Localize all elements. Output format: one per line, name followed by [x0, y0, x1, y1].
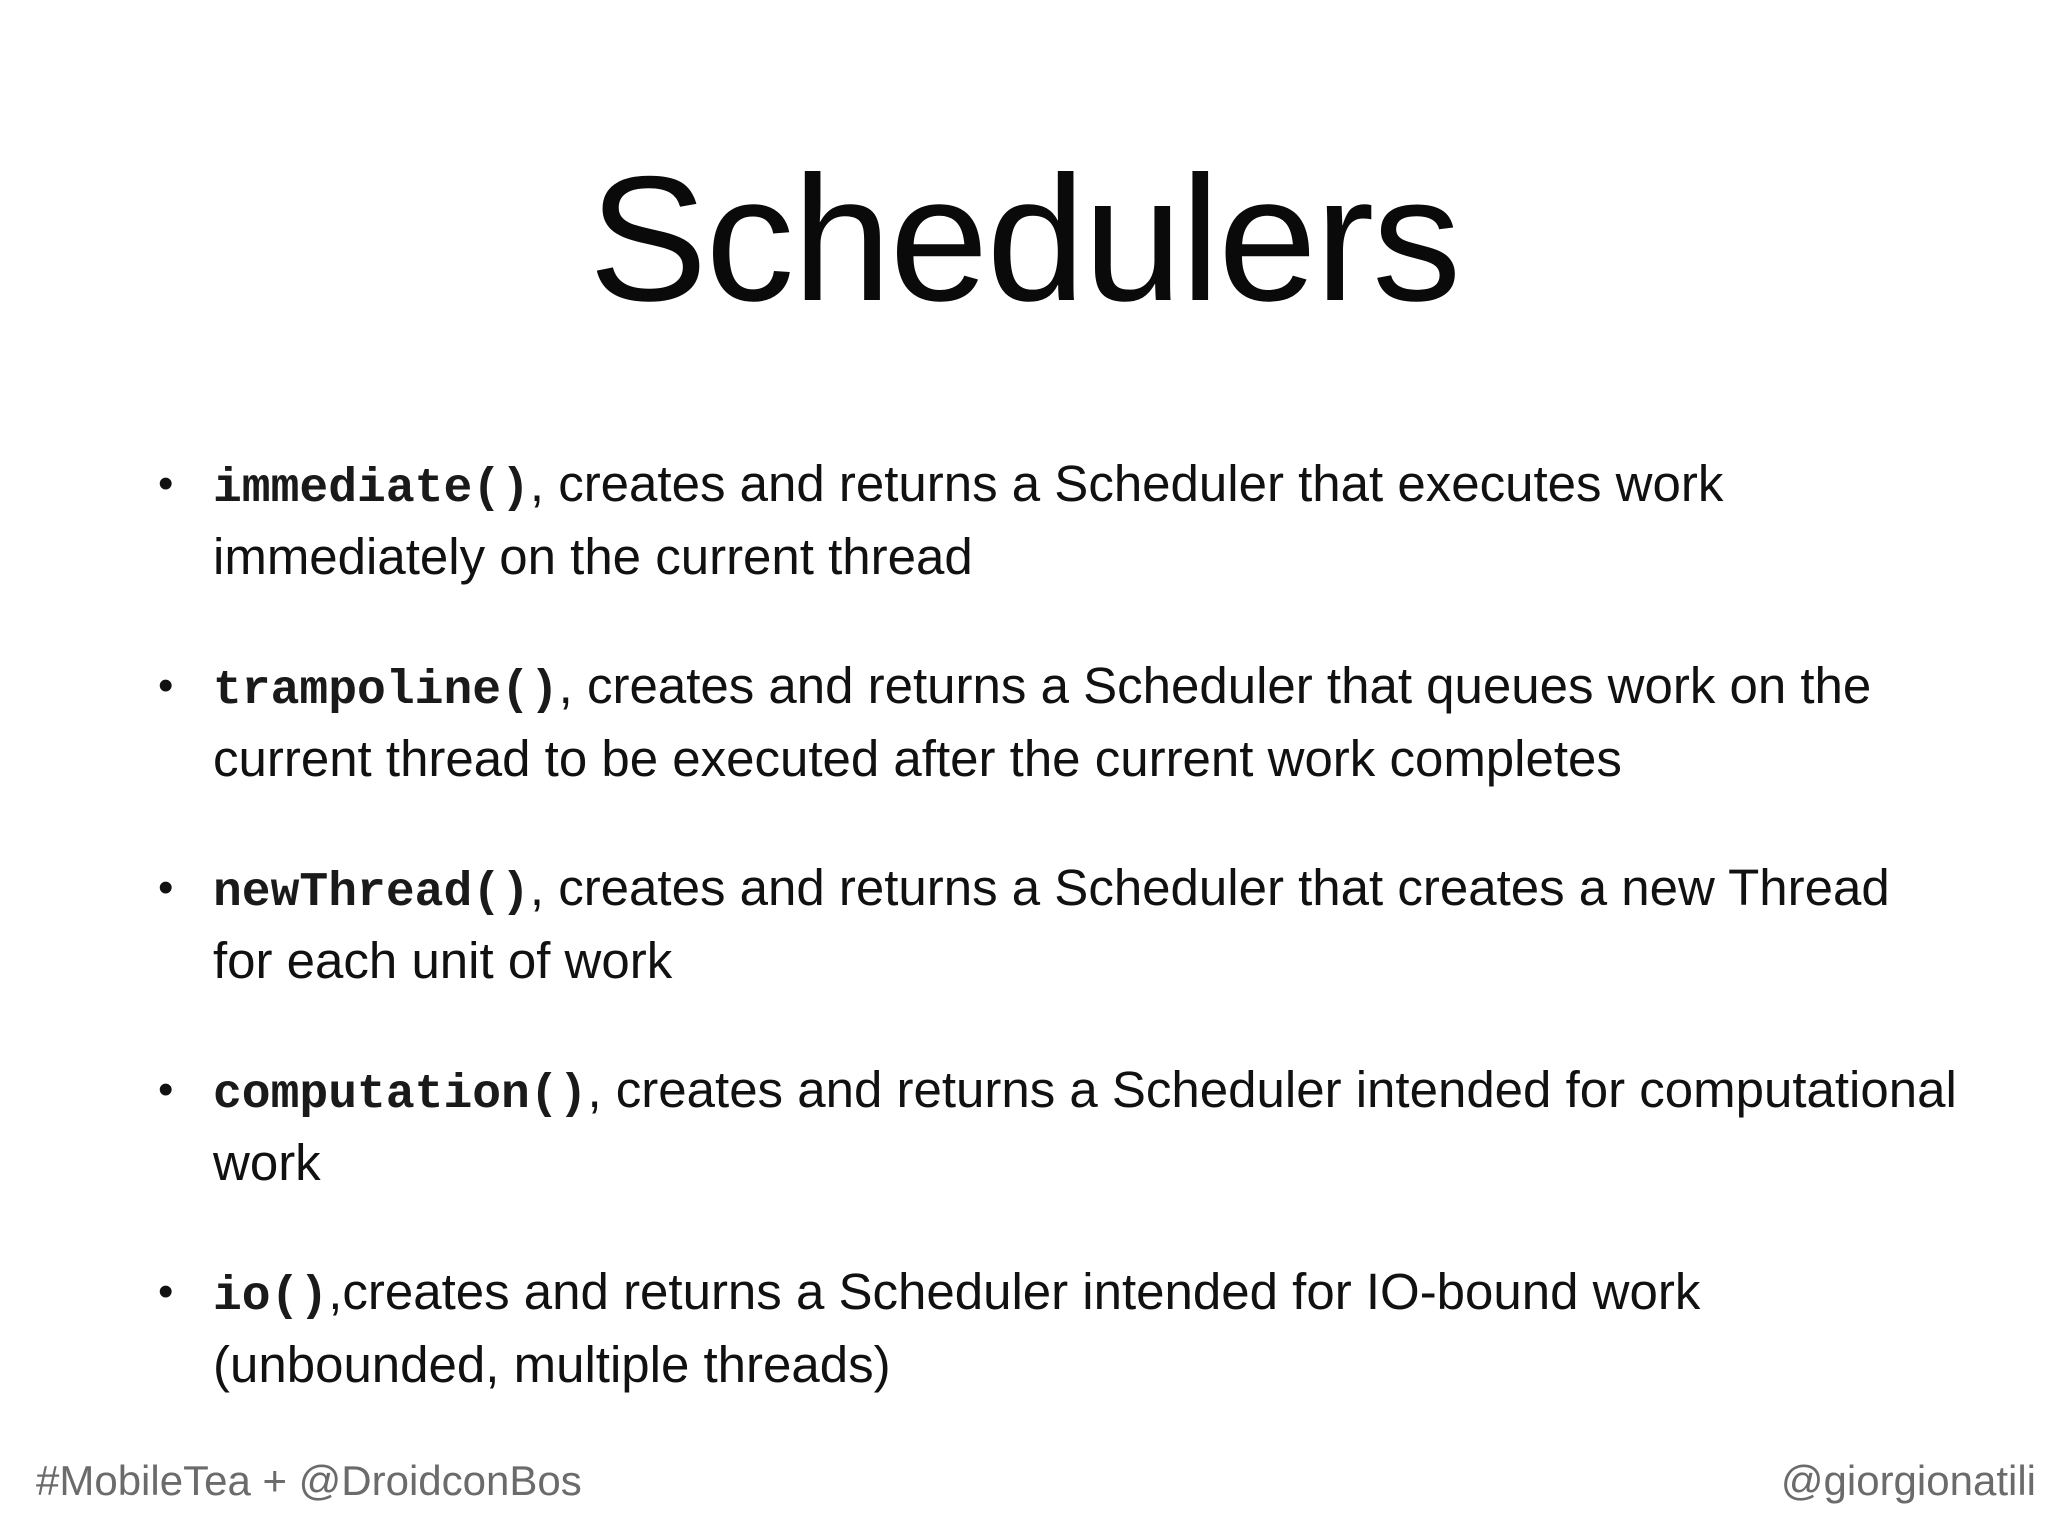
method-description: , creates and returns a Scheduler that queues work on the current thread to be executed after the current work completes: [213, 657, 1872, 787]
bullet-list: [158, 450, 1958, 1460]
method-name: immediate(): [213, 462, 530, 516]
bullet-item: [158, 1056, 1958, 1197]
footer-handle: @giorgionatili: [1780, 1457, 2036, 1504]
bullet-icon: •: [158, 661, 174, 710]
bullet-item: [158, 1258, 1958, 1399]
method-name: trampoline(): [213, 664, 559, 718]
bullet-icon: •: [158, 863, 174, 912]
bullet-icon: •: [158, 459, 174, 508]
method-description: , creates and returns a Scheduler intended for computational work: [213, 1061, 1957, 1191]
bullet-icon: •: [158, 1065, 174, 1114]
method-name: newThread(): [213, 866, 530, 920]
method-description: , creates and returns a Scheduler that executes work immediately on the current thread: [213, 455, 1724, 585]
method-name: computation(): [213, 1068, 588, 1122]
bullet-icon: •: [158, 1267, 174, 1316]
method-description: ,creates and returns a Scheduler intended for IO-bound work (unbounded, multiple threads): [213, 1263, 1701, 1393]
footer-hashtags: #MobileTea + @DroidconBos: [36, 1457, 582, 1504]
bullet-item: [158, 854, 1958, 995]
method-description: , creates and returns a Scheduler that creates a new Thread for each unit of work: [213, 859, 1890, 989]
method-name: io(): [213, 1270, 329, 1324]
bullet-item: [158, 450, 1958, 591]
bullet-item: [158, 652, 1958, 793]
slide-title: Schedulers: [588, 139, 1460, 338]
